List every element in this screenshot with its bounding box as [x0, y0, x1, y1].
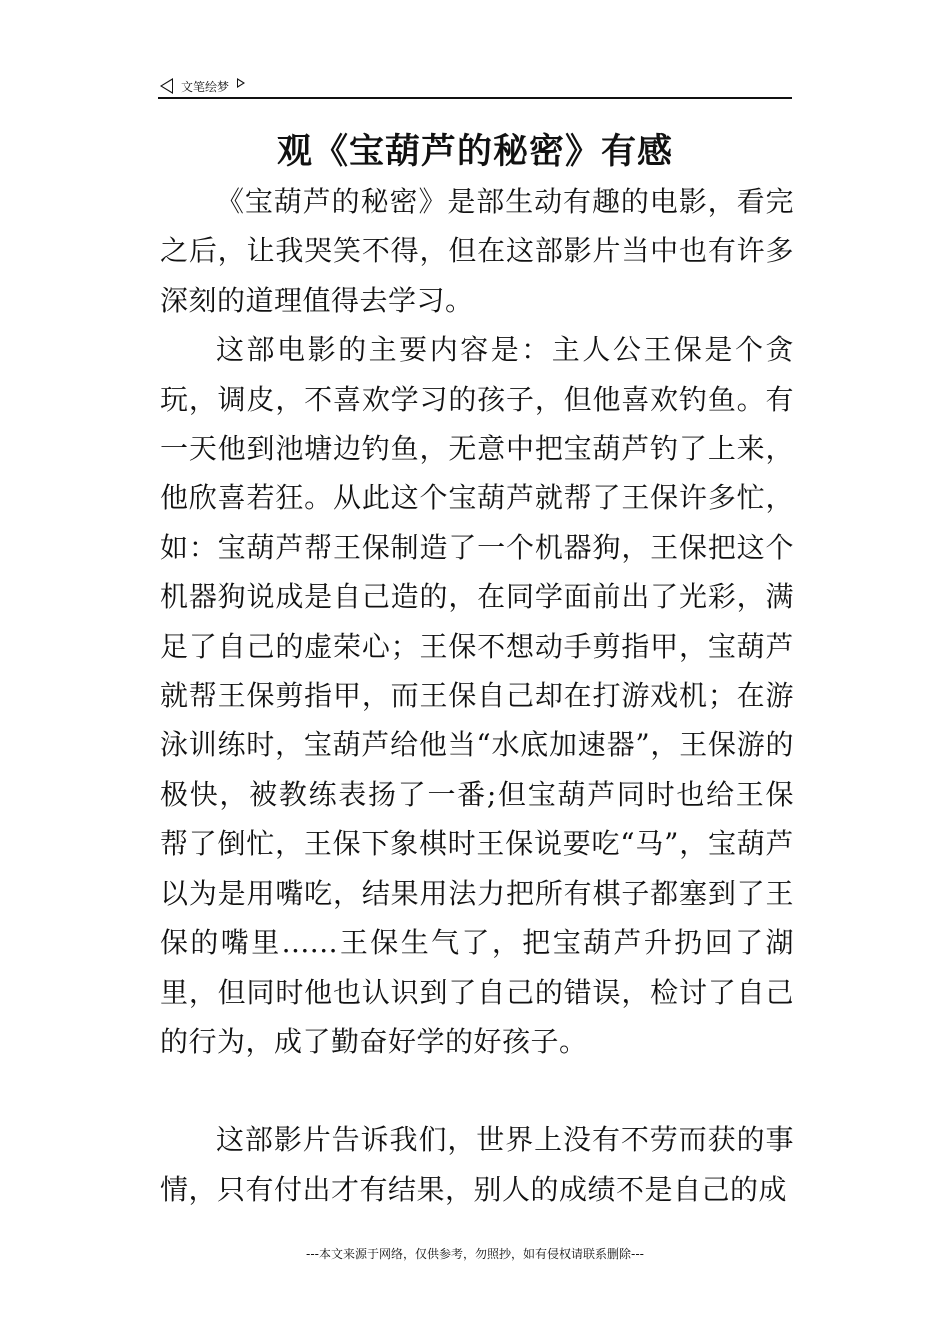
header-divider: [158, 97, 792, 99]
paragraph-lesson: 这部影片告诉我们，世界上没有不劳而获的事情，只有付出才有结果，别人的成绩不是自己的成: [160, 1123, 794, 1206]
paragraph-summary: 这部电影的主要内容是：主人公王保是个贪玩，调皮，不喜欢学习的孩子，但他喜欢钓鱼。有一天他到池塘边钓鱼，无意中把宝葫芦钓了上来，他欣喜若狂。从此这个宝葫芦就帮了王保许多忙，如：宝葫芦帮王保制造了一个机器狗，王保把这个机器狗说成是自己造的，在同学面前出了光彩，满足了自己的虚荣心；王保不想动手剪指甲，宝葫芦就帮王保剪指甲，而王保自己却在打游戏机；在游泳训练时，宝葫芦给他当“水底加速器”，王保游的极快，被教练表扬了一番;但宝葫芦同时也给王保帮了倒忙，王保下象棋时王保说要吃“马”，宝葫芦以为是用嘴吃，结果用法力把所有棋子都塞到了王保的嘴里......王保生气了，把宝葫芦升扔回了湖里，但同时他也认识到了自己的错误，检讨了自己的行为，成了勤奋好学的好孩子。: [160, 333, 794, 1058]
site-name: 文笔绘梦: [181, 79, 230, 94]
triangle-left-icon: [160, 78, 173, 94]
footer-notice: ---本文来源于网络，仅供参考，勿照抄，如有侵权请联系删除---: [306, 1247, 644, 1261]
triangle-right-icon: [237, 78, 245, 88]
paragraph-intro: 《宝葫芦的秘密》是部生动有趣的电影，看完之后，让我哭笑不得，但在这部影片当中也有许多深刻的道理值得去学习。: [160, 185, 794, 317]
page-header: [160, 74, 792, 98]
document-body: [160, 177, 794, 1214]
document-title: 观《宝葫芦的秘密》有感: [276, 132, 673, 172]
